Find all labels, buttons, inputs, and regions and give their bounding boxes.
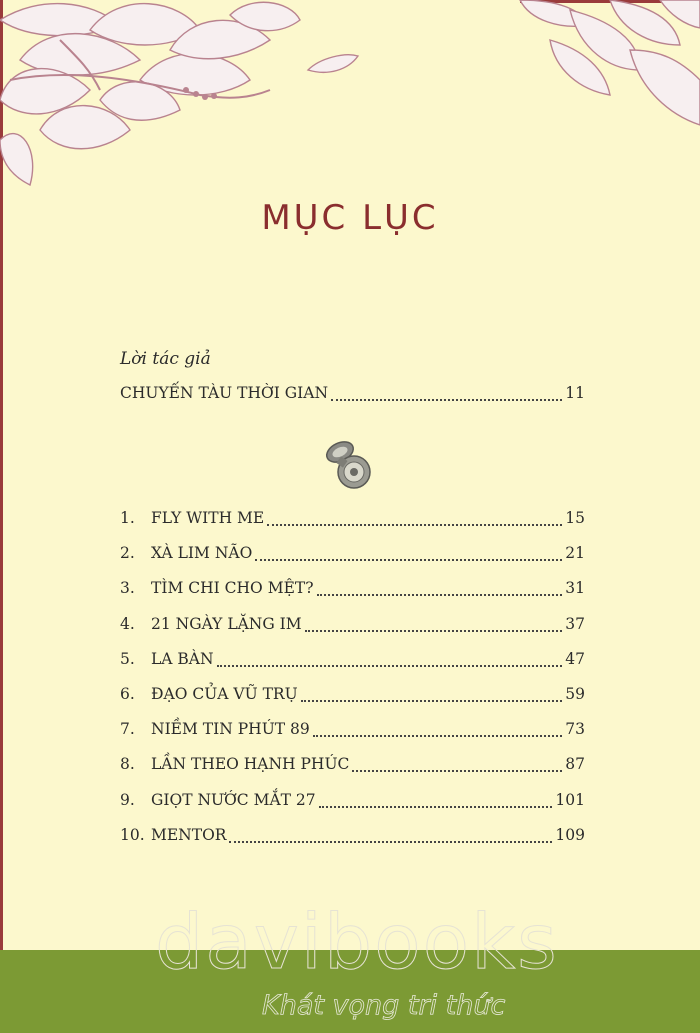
chapter-page-number: 21 [565, 544, 585, 563]
chapter-title: MENTOR [151, 825, 227, 844]
watermark-tagline: Khát vọng tri thức [262, 990, 506, 1021]
chapter-page-number: 73 [565, 720, 585, 739]
toc-chapter-entry[interactable] [120, 720, 585, 738]
chapter-page-number: 37 [565, 614, 585, 633]
chapter-number: 4. [120, 614, 135, 633]
leader-dots [317, 584, 563, 596]
toc-chapter-entry[interactable] [120, 579, 585, 597]
chapter-title: ĐẠO CỦA VŨ TRỤ [151, 685, 298, 703]
chapter-page-number: 15 [565, 509, 585, 527]
chapter-number: 2. [120, 544, 135, 563]
leader-dots [331, 389, 562, 401]
toc-entry-page: 11 [565, 384, 585, 402]
chapter-page-number: 47 [565, 649, 585, 668]
chapter-number: 3. [120, 579, 135, 598]
toc-chapter-entry[interactable] [120, 544, 585, 562]
leader-dots [229, 831, 552, 843]
toc-chapter-entry[interactable] [120, 826, 585, 844]
leader-dots [352, 760, 562, 772]
toc-chapter-entry[interactable] [120, 615, 585, 633]
chapter-title: LẦN THEO HẠNH PHÚC [151, 755, 350, 774]
leader-dots [301, 690, 563, 702]
chapter-number: 9. [120, 790, 135, 809]
chapter-title: FLY WITH ME [151, 509, 265, 527]
foliage-right-illustration [510, 0, 700, 140]
chapter-title: TÌM CHI CHO MỆT? [151, 579, 314, 598]
leader-dots [255, 549, 562, 561]
chapter-page-number: 101 [555, 790, 585, 809]
toc-chapter-entry[interactable] [120, 791, 585, 809]
chapter-page-number: 31 [565, 579, 585, 598]
watermark-brand: davibooks [155, 897, 559, 986]
chapter-number: 5. [120, 649, 135, 668]
toc-intro-entry[interactable] [120, 384, 585, 402]
chapter-page-number: 59 [565, 685, 585, 703]
chapter-number: 7. [120, 720, 135, 739]
leader-dots [267, 514, 562, 526]
chapter-title: NIỀM TIN PHÚT 89 [151, 720, 310, 739]
chapter-number: 10. [120, 825, 145, 844]
chapter-page-number: 87 [565, 755, 585, 774]
leader-dots [313, 725, 563, 737]
compass-ornament-icon [318, 434, 382, 498]
chapter-title: GIỌT NƯỚC MẮT 27 [151, 790, 316, 809]
foliage-left-illustration [0, 0, 360, 190]
toc-chapter-entry[interactable] [120, 509, 585, 527]
chapter-number: 6. [120, 685, 135, 703]
toc-entry-label: CHUYẾN TÀU THỜI GIAN [120, 384, 329, 402]
chapter-title: 21 NGÀY LẶNG IM [151, 614, 302, 633]
leader-dots [305, 620, 563, 632]
leader-dots [319, 796, 553, 808]
toc-chapter-entry[interactable] [120, 755, 585, 773]
leader-dots [217, 655, 563, 667]
chapter-number: 8. [120, 755, 135, 774]
chapter-page-number: 109 [555, 825, 585, 844]
toc-chapter-entry[interactable] [120, 650, 585, 668]
chapter-number: 1. [120, 509, 135, 527]
intro-section-label: Lời tác giả [120, 349, 211, 369]
chapter-title: XÀ LIM NÃO [151, 544, 253, 563]
page-title: MỤC LỤC [261, 198, 439, 238]
toc-chapter-entry[interactable] [120, 685, 585, 703]
chapter-title: LA BÀN [151, 649, 214, 668]
